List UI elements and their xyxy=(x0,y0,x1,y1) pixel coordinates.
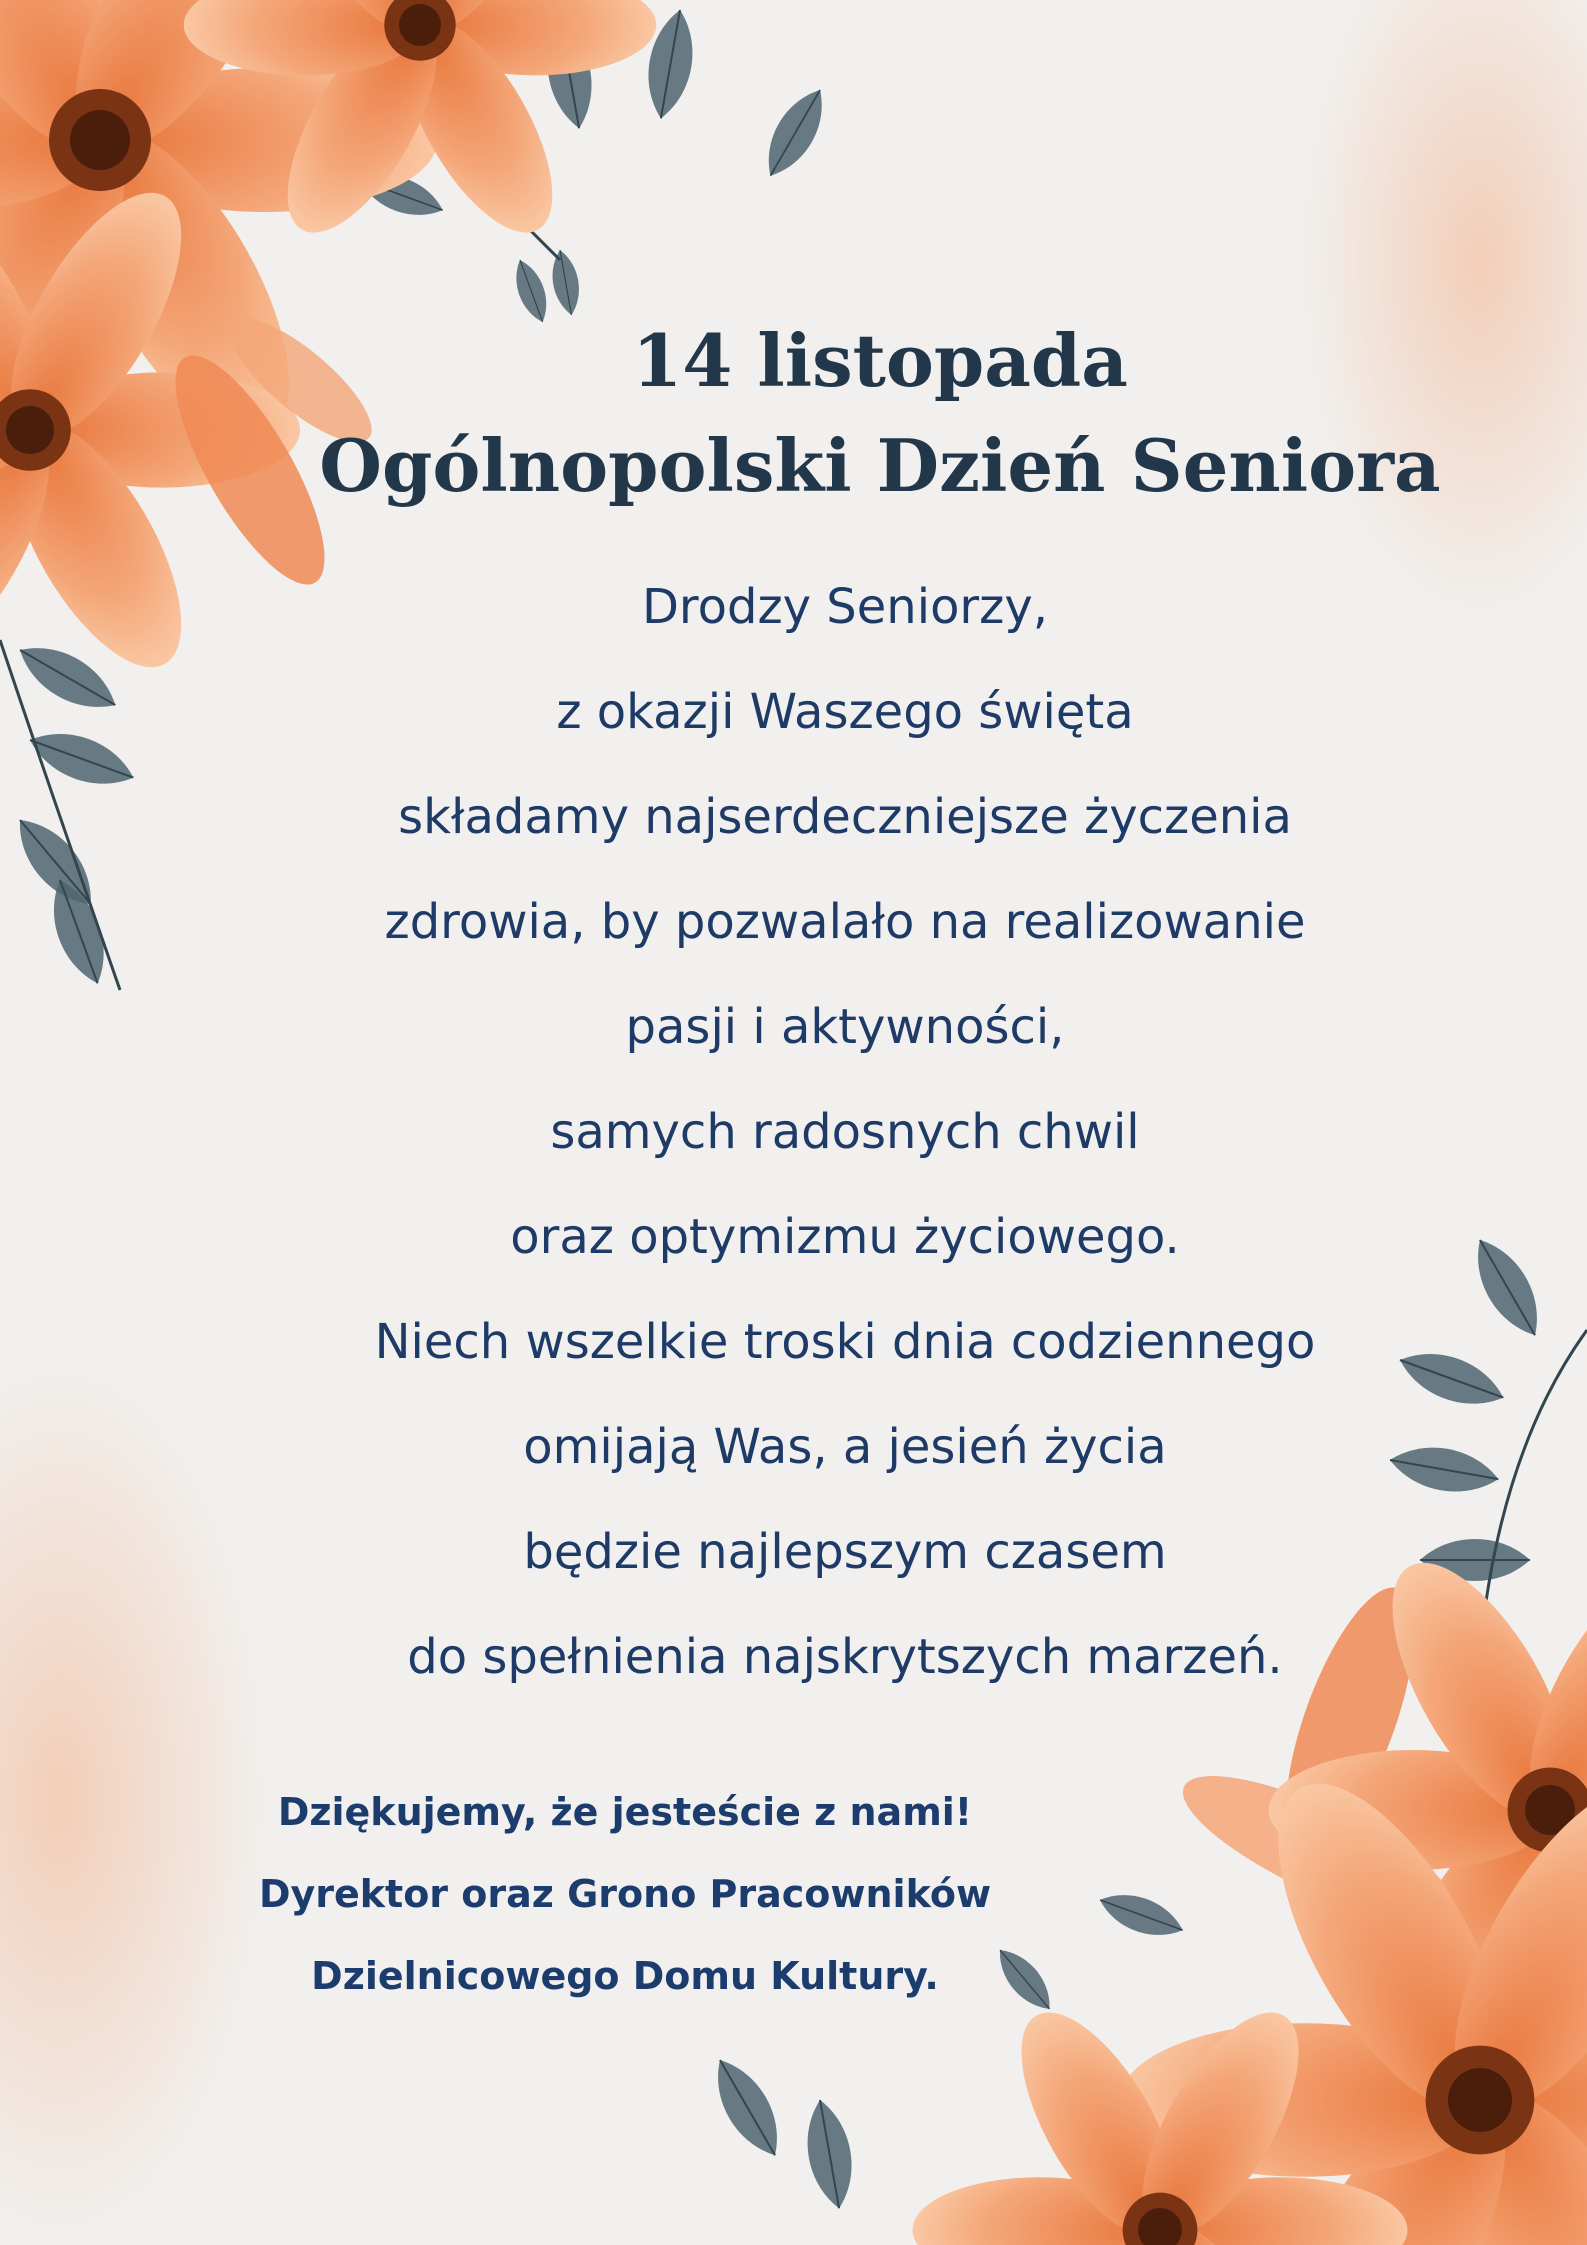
greeting-line: zdrowia, by pozwalało na realizowanie xyxy=(384,894,1306,950)
greeting-line: Drodzy Seniorzy, xyxy=(641,579,1049,635)
signature-line: Dyrektor oraz Grono Pracowników xyxy=(258,1872,992,1916)
greeting-line: omijają Was, a jesień życia xyxy=(523,1419,1167,1475)
signature-line: Dziękujemy, że jesteście z nami! xyxy=(277,1790,973,1834)
signature xyxy=(245,1782,1005,2028)
page-title-date: 14 listopada xyxy=(632,318,1128,403)
greeting-line: z okazji Waszego święta xyxy=(556,684,1134,740)
greeting-line: składamy najserdeczniejsze życzenia xyxy=(398,789,1292,845)
signature-line: Dzielnicowego Domu Kultury. xyxy=(311,1954,939,1998)
greeting-line: pasji i aktywności, xyxy=(625,999,1065,1055)
greeting-line: oraz optymizmu życiowego. xyxy=(510,1209,1180,1265)
greeting-text xyxy=(245,570,1445,1725)
greeting-line: będzie najlepszym czasem xyxy=(523,1524,1167,1580)
greeting-line: do spełnienia najskrytszych marzeń. xyxy=(407,1629,1283,1685)
greeting-line: samych radosnych chwil xyxy=(550,1104,1140,1160)
page-title: Ogólnopolski Dzień Seniora xyxy=(319,423,1441,508)
greeting-line: Niech wszelkie troski dnia codziennego xyxy=(374,1314,1316,1370)
